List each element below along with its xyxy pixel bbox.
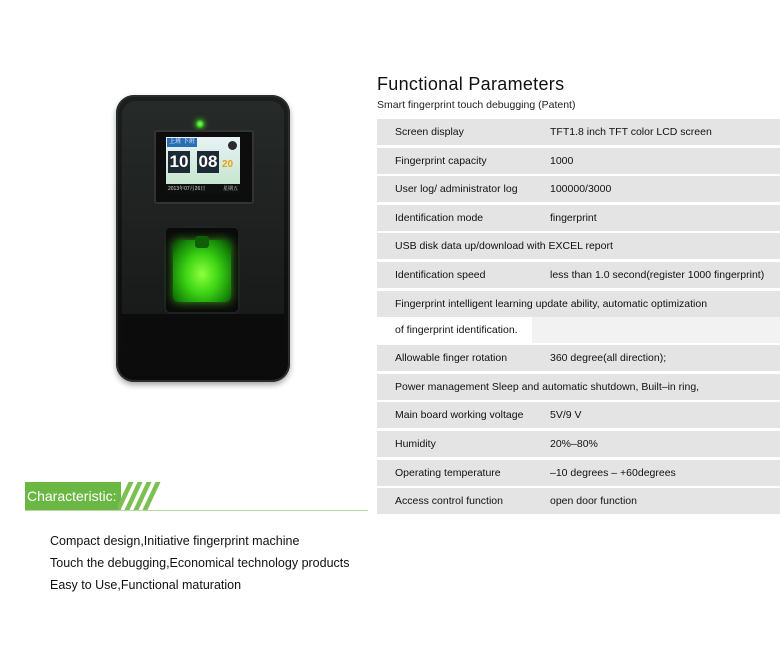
param-label: Humidity xyxy=(395,437,436,450)
param-full-text: of fingerprint identification. xyxy=(395,323,518,336)
param-label: Main board working voltage xyxy=(395,409,524,422)
device-bottom-band xyxy=(122,314,284,376)
fingerprint-sensor-icon xyxy=(173,240,231,302)
parameters-subtitle: Smart fingerprint touch debugging (Patent) xyxy=(377,99,576,111)
param-value: –10 degrees – +60degrees xyxy=(550,466,676,479)
param-label: Identification mode xyxy=(395,211,484,224)
param-label: Operating temperature xyxy=(395,466,501,479)
characteristic-item: Easy to Use,Functional maturation xyxy=(50,578,242,592)
param-full-text: USB disk data up/download with EXCEL report xyxy=(395,240,613,253)
param-label: Allowable finger rotation xyxy=(395,352,508,365)
param-value: less than 1.0 second(register 1000 fingerprint) xyxy=(550,268,765,281)
parameters-title: Functional Parameters xyxy=(377,74,565,94)
param-label: User log/ administrator log xyxy=(395,183,518,196)
param-value: 1000 xyxy=(550,154,574,167)
lcd-weekday: 星期五 xyxy=(222,186,238,192)
fingerprint-sensor-frame xyxy=(164,226,240,314)
param-value: open door function xyxy=(550,495,637,508)
param-value: fingerprint xyxy=(550,211,597,224)
table-row xyxy=(377,233,780,259)
param-label: Access control function xyxy=(395,495,503,508)
table-row xyxy=(377,205,780,231)
lcd-hour: 10 xyxy=(169,152,189,171)
param-value: TFT1.8 inch TFT color LCD screen xyxy=(550,126,712,138)
device-screen xyxy=(154,130,254,204)
characteristic-item: Touch the debugging,Economical technology products xyxy=(50,556,350,570)
table-row xyxy=(377,345,780,371)
lcd-date: 2013年07月26日 xyxy=(168,186,206,192)
param-label: Identification speed xyxy=(395,268,486,281)
characteristic-divider xyxy=(25,510,368,511)
table-row xyxy=(377,176,780,202)
characteristic-banner xyxy=(25,482,121,510)
lcd-badge: 20 xyxy=(222,159,234,170)
table-row xyxy=(377,262,780,288)
table-row xyxy=(377,488,780,514)
table-row xyxy=(377,460,780,486)
param-full-text: Fingerprint intelligent learning update ability, automatic optimization xyxy=(395,297,708,310)
param-label: Fingerprint capacity xyxy=(395,154,487,167)
param-value: 5V/9 V xyxy=(550,409,582,422)
table-row xyxy=(377,431,780,457)
table-row xyxy=(377,374,780,400)
table-row xyxy=(377,291,780,317)
lcd-minute: 08 xyxy=(198,152,218,171)
fingerprint-device-image xyxy=(116,95,290,382)
lcd-header: 上班 下班 xyxy=(167,138,197,147)
param-value: 20%–80% xyxy=(550,437,598,450)
characteristic-title: Characteristic: xyxy=(27,488,117,504)
param-value: 360 degree(all direction); xyxy=(550,352,667,365)
sensor-ridge xyxy=(195,236,209,248)
banner-stripes-decoration xyxy=(118,482,163,510)
lcd-date-bar xyxy=(166,184,240,194)
characteristic-item: Compact design,Initiative fingerprint machine xyxy=(50,534,300,548)
lcd-display xyxy=(166,137,240,194)
table-row xyxy=(377,317,780,343)
soccer-ball-icon xyxy=(228,141,237,150)
param-value: 100000/3000 xyxy=(550,183,612,196)
param-full-text: Power management Sleep and automatic shutdown, Built–in ring, xyxy=(395,380,700,393)
param-label: Screen display xyxy=(395,126,464,138)
table-row xyxy=(377,148,780,174)
status-led-icon xyxy=(196,120,204,128)
parameters-table xyxy=(377,119,780,517)
table-row xyxy=(377,119,780,145)
table-row xyxy=(377,402,780,428)
